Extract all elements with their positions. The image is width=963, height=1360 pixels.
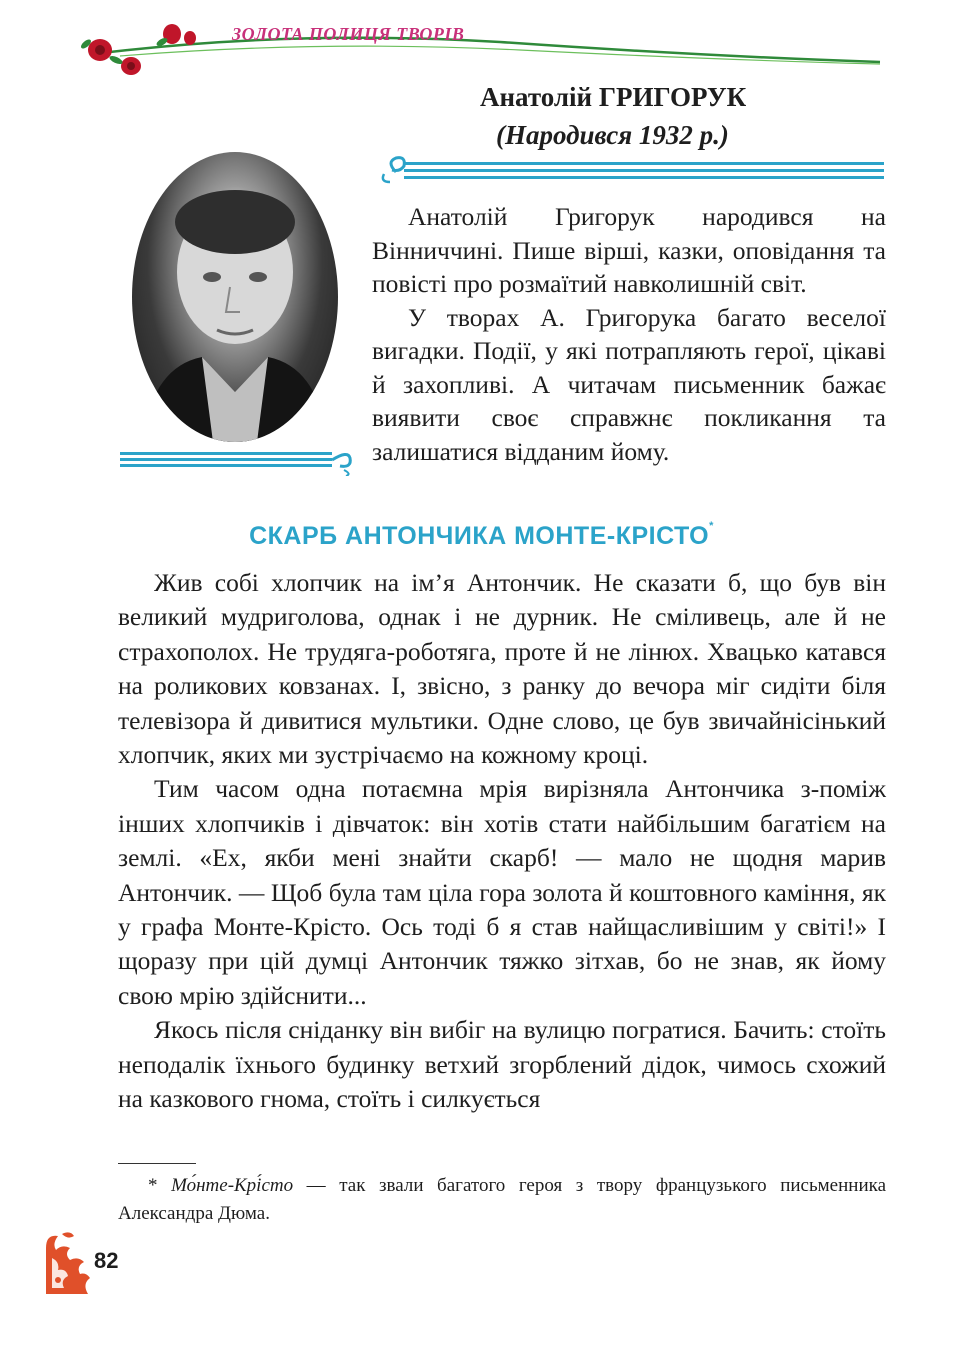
footnote-term: Мо́нте-Крі́сто	[171, 1175, 294, 1196]
story-title-text: СКАРБ АНТОНЧИКА МОНТЕ-КРІСТО	[249, 522, 710, 550]
folk-ornament-icon	[40, 1228, 94, 1294]
footnote-rule	[118, 1163, 196, 1164]
header-title: ЗОЛОТА ПОЛИЦЯ ТВОРІВ	[232, 24, 465, 44]
footnote-mark: *	[148, 1175, 158, 1196]
page-number: 82	[94, 1248, 119, 1273]
author-portrait	[132, 152, 338, 442]
story-title	[0, 522, 963, 551]
footnote	[118, 1172, 886, 1228]
author-bio	[372, 200, 886, 468]
bio-paragraph: У творах А. Григорука багато веселої вигадки. Події, у які потрапляють герої, цікаві й захопливі. А читачам письменник бажає виявити своє справжнє покликання та залишатися відданим йому.	[372, 302, 886, 466]
story-text	[118, 566, 886, 1117]
header-decoration	[0, 0, 963, 80]
story-paragraph: Жив собі хлопчик на ім’я Антончик. Не сказати б, що був він великий мудриголова, однак і не дурник. Не сміливець, але й не страхополох. Не трудяга-роботяга, проте й не лінюх. Хвацько катався на роликових ковзанах. І, звісно, з ранку до вечора міг сидіти біля телевізора й дивитися мультики. Одне слово, це був звичайнісінький хлопчик, яких ми зустрічаємо на кожному кроці.	[118, 568, 886, 770]
top-divider	[376, 150, 886, 190]
author-years: (Народився 1932 р.)	[496, 120, 729, 150]
bio-paragraph: Анатолій Григорук народився на Вінниччині. Пише вірші, казки, оповідання та повісті про розмаїтий навколишній світ.	[372, 202, 886, 298]
footnote-marker[interactable]: *	[709, 520, 714, 532]
author-name: Анатолій ГРИГОРУК	[480, 82, 747, 112]
wave-divider-icon	[120, 452, 350, 476]
story-paragraph: Якось після сніданку він вибіг на вулицю погратися. Бачить: стоїть неподалік їхнього будинку ветхий згорблений дідок, чимось схожий на казкового гнома, стоїть і силкується	[118, 1015, 886, 1114]
footnote-text: — так звали багатого героя з твору французького письменника Александра Дюма.	[118, 1175, 886, 1224]
bottom-divider	[120, 446, 356, 476]
story-paragraph: Тим часом одна потаємна мрія вирізняла Антончика з-поміж інших хлопчиків і дівчаток: він хотів стати найбільшим багатієм на землі. «Ех, якби мені знайти скарб! — мало не щодня марив Антончик. — Щоб була там ціла гора золота й коштовного каміння, як у графа Монте-Крісто. Ось тоді б я став найщасливішим у світі!» І щоразу при цій думці Антончик тяжко зітхав, бо не знав, як йому свою мрію здійснити...	[118, 774, 886, 1010]
wave-divider-icon	[383, 158, 884, 182]
